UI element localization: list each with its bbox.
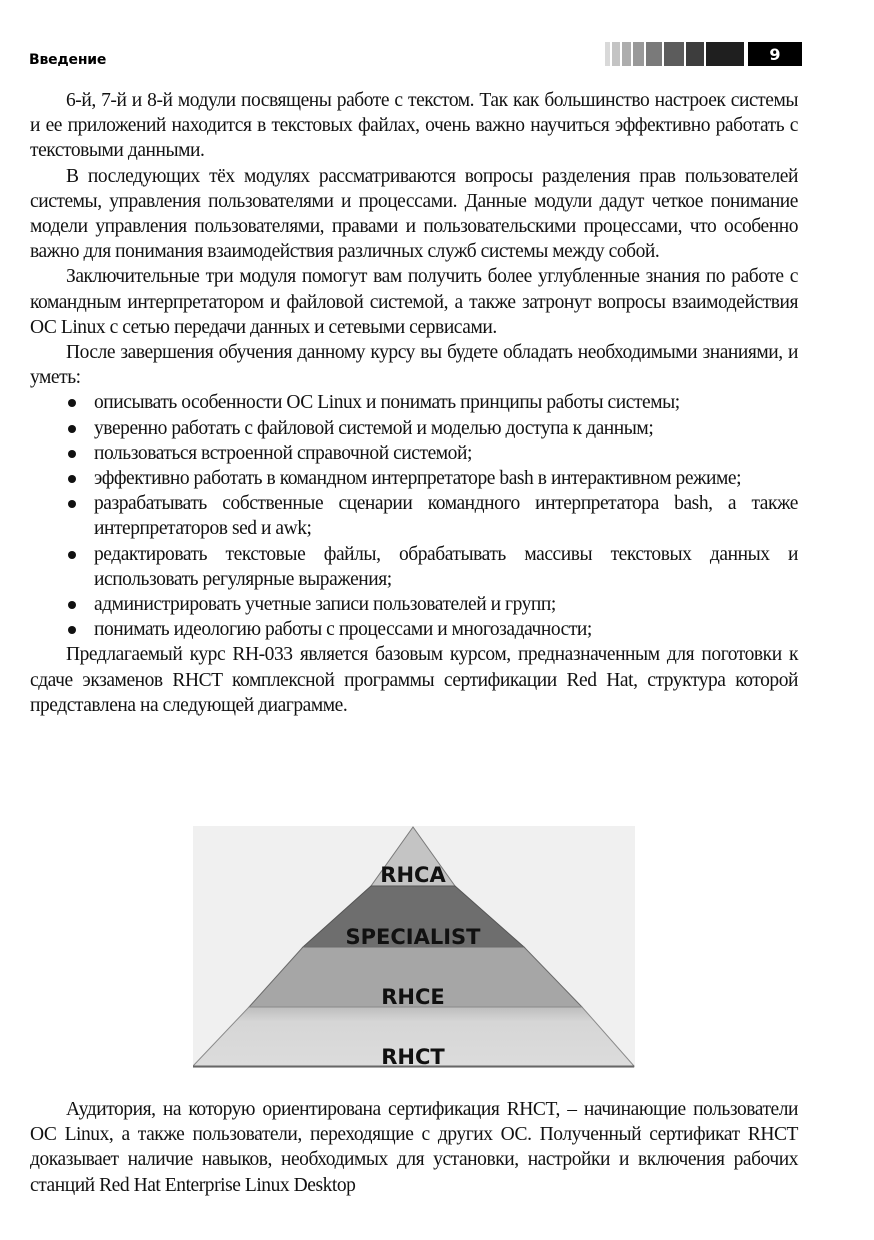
paragraph: В последующих тёх модулях рассматриваются вопросы разделения прав пользователей системы, управления пользователями и процессами. Данные модули дадут четкое понимание модели управления пользователями, правами и пользовательскими процессами, что особенно важно для понимания взаимодействия различных служб системы между собой.: [30, 165, 798, 263]
list-item: разрабатывать собственные сценарии командного интерпретатора bash, а также интерпретаторов sed и awk;: [30, 491, 798, 541]
running-header-title: Введение: [29, 52, 107, 68]
page-number-bar: [605, 42, 802, 66]
bar-block: [633, 42, 644, 66]
list-item: уверенно работать с файловой системой и моделью доступа к данным;: [30, 416, 798, 441]
page-number: 9: [748, 42, 802, 66]
list-item: редактировать текстовые файлы, обрабатывать массивы текстовых данных и использовать регулярные выражения;: [30, 542, 798, 592]
body-text-bottom: [30, 1097, 798, 1198]
label-specialist: SPECIALIST: [345, 925, 481, 949]
paragraph: 6-й, 7-й и 8-й модули посвящены работе с текстом. Так как большинство настроек системы и ее приложений находится в текстовых файлах, очень важно научиться эффективно работать с текстовыми данными.: [30, 90, 798, 162]
bar-block: [664, 42, 684, 66]
paragraph: Предлагаемый курс RH-033 является базовым курсом, предназначенным для поготовки к сдаче экзаменов RHCT комплексной программы сертификации Red Hat, структура которой представлена на следующей диаграмме.: [30, 644, 798, 716]
skills-list: [30, 390, 798, 642]
list-item: администрировать учетные записи пользователей и групп;: [30, 592, 798, 617]
paragraph: После завершения обучения данному курсу вы будете обладать необходимыми знаниями, и уметь:: [30, 342, 798, 389]
pyramid-svg: [193, 826, 635, 1068]
list-item: описывать особенности ОС Linux и понимать принципы работы системы;: [30, 390, 798, 415]
label-rhce: RHCE: [381, 985, 445, 1009]
list-item: эффективно работать в командном интерпретаторе bash в интерактивном режиме;: [30, 466, 798, 491]
body-text-top: [30, 88, 798, 718]
bar-block: [622, 42, 631, 66]
bar-block: [612, 42, 620, 66]
label-rhca: RHCA: [380, 863, 446, 887]
label-rhct: RHCT: [381, 1045, 445, 1068]
list-item: понимать идеологию работы с процессами и многозадачности;: [30, 617, 798, 642]
bar-block: [706, 42, 744, 66]
certification-pyramid-diagram: [193, 826, 635, 1068]
list-item: пользоваться встроенной справочной системой;: [30, 441, 798, 466]
bar-block: [605, 42, 610, 66]
paragraph: Аудитория, на которую ориентирована сертификация RHCT, – начинающие пользователи ОС Linux, а также пользователи, переходящие с других ОС. Полученный сертификат RHCT доказывает наличие навыков, необходимых для установки, настройки и включения рабочих станций Red Hat Enterprise Linux Desktop: [30, 1099, 798, 1196]
paragraph: Заключительные три модуля помогут вам получить более углубленные знания по работе с командным интерпретатором и файловой системой, а также затронут вопросы взаимодействия ОС Linux с сетью передачи данных и сетевыми сервисами.: [30, 266, 798, 338]
bar-block: [646, 42, 662, 66]
bar-block: [686, 42, 704, 66]
